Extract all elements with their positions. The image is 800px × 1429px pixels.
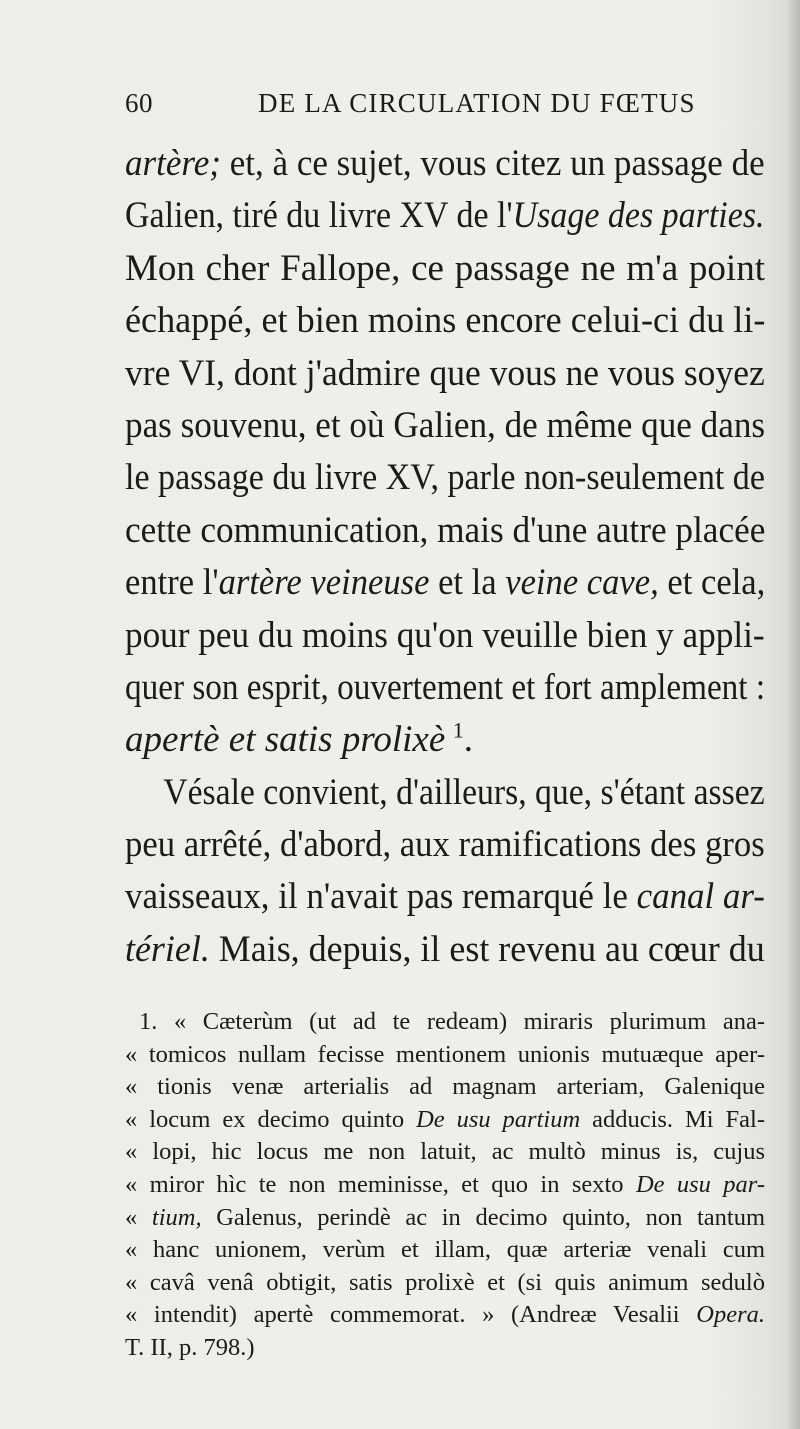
footnote-line: « lopi, hic locus me non latuit, ac multò minus is, cujus bbox=[125, 1138, 765, 1166]
text-run: « intendit) apertè commemorat. » (Andreæ Vesalii bbox=[125, 1301, 697, 1329]
text-run: Galenus, perindè ac in decimo quinto, non tantum bbox=[201, 1203, 765, 1231]
text-line: vre VI, dont j'admire que vous ne vous soyez bbox=[125, 352, 765, 394]
text-line bbox=[125, 138, 765, 190]
footnote bbox=[125, 1006, 765, 1365]
text-run: . bbox=[463, 719, 474, 761]
text-run: « miror hìc te non meminisse, et quo in sexto bbox=[125, 1170, 636, 1198]
footnote-line bbox=[125, 1202, 765, 1235]
page-number: 60 bbox=[125, 88, 153, 118]
italic-term: canal ar- bbox=[636, 876, 765, 918]
text-line bbox=[125, 924, 765, 976]
footnote-line: 1. « Cæterùm (ut ad te redeam) miraris plurimum ana- bbox=[139, 1008, 765, 1035]
text-run: entre l' bbox=[125, 562, 219, 604]
page-edge-shadow bbox=[786, 0, 800, 1429]
footnote-line: « tomicos nullam fecisse mentionem unionis mutuæque aper- bbox=[125, 1040, 765, 1068]
italic-term: tium, bbox=[151, 1203, 202, 1231]
italic-term: tériel. bbox=[125, 928, 210, 970]
italic-term: artère; bbox=[125, 143, 221, 184]
italic-term: apertè et satis prolixè bbox=[125, 719, 446, 761]
body-text bbox=[125, 138, 765, 976]
text-run: Galien, tiré du livre XV de l' bbox=[125, 195, 513, 237]
text-line: quer son esprit, ouvertement et fort amplement : bbox=[125, 666, 766, 708]
text-line bbox=[125, 871, 765, 923]
text-line: cette communication, mais d'une autre placée bbox=[125, 509, 766, 551]
text-line bbox=[125, 557, 766, 609]
text-run: vaisseaux, il n'avait pas remarqué le bbox=[125, 876, 637, 918]
footnote-line: « hanc unionem, verùm et illam, quæ arteriæ venali cum bbox=[125, 1236, 765, 1264]
text-run: « bbox=[125, 1203, 152, 1231]
footnote-line bbox=[125, 1169, 765, 1202]
text-line: Vésale convient, d'ailleurs, que, s'étant assez bbox=[163, 771, 765, 813]
text-run: Mais, depuis, il est revenu au cœur du bbox=[209, 928, 765, 970]
text-line: échappé, et bien moins encore celui-ci du li- bbox=[125, 300, 766, 342]
italic-term: De usu par- bbox=[635, 1170, 765, 1198]
text-line: le passage du livre XV, parle non-seulement de bbox=[125, 457, 765, 499]
footnote-line: « tionis venæ arterialis ad magnam arteriam, Galenique bbox=[125, 1073, 765, 1101]
footnote-line: T. II, p. 798.) bbox=[125, 1333, 255, 1361]
text-line bbox=[125, 714, 765, 766]
running-head bbox=[125, 88, 765, 128]
text-line: pour peu du moins qu'on veuille bien y appli- bbox=[125, 614, 765, 656]
text-run: et cela, bbox=[658, 562, 766, 604]
text-line: peu arrêté, d'abord, aux ramifications des gros bbox=[125, 824, 765, 866]
footnote-line: « cavâ venâ obtigit, satis prolixè et (si quis animum sedulò bbox=[125, 1268, 765, 1296]
footnote-ref: 1 bbox=[452, 717, 464, 743]
italic-term: veine cave, bbox=[505, 562, 659, 604]
text-run: « locum ex decimo quinto bbox=[125, 1105, 417, 1133]
footnote-line bbox=[125, 1104, 765, 1137]
text-run: et, à ce sujet, vous citez un passage de bbox=[220, 143, 765, 184]
italic-term: Usage des parties. bbox=[512, 195, 765, 237]
italic-term: De usu partium bbox=[416, 1105, 581, 1133]
text-run: et la bbox=[429, 562, 506, 604]
text-line: Mon cher Fallope, ce passage ne m'a point bbox=[125, 247, 765, 289]
text-run: adducis. Mi Fal- bbox=[580, 1105, 765, 1133]
text-line bbox=[125, 190, 765, 242]
text-line: pas souvenu, et où Galien, de même que dans bbox=[125, 404, 766, 446]
running-title: DE LA CIRCULATION DU FŒTUS bbox=[258, 88, 696, 118]
italic-term: artère veineuse bbox=[218, 562, 430, 604]
italic-term: Opera. bbox=[696, 1301, 765, 1329]
footnote-line bbox=[125, 1299, 765, 1332]
